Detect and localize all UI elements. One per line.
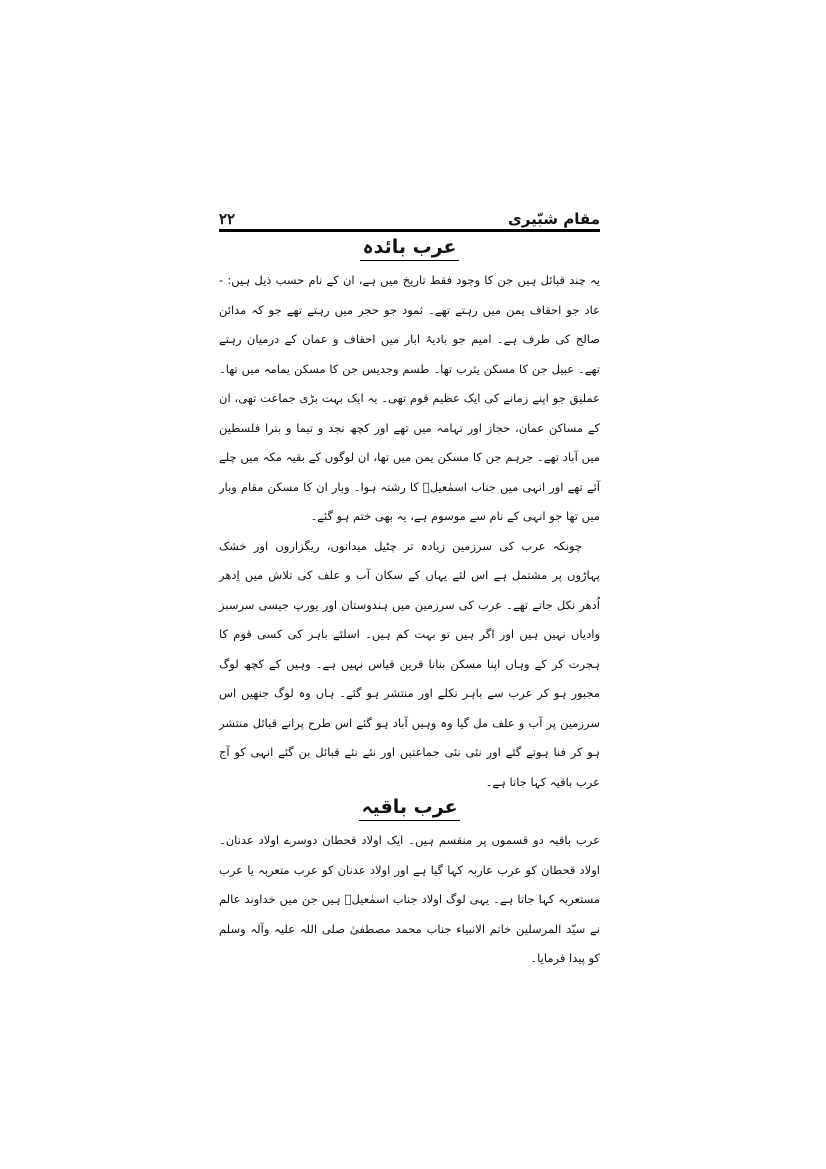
paragraph: چونکہ عرب کی سرزمین زیادہ تر چٹیل میدانوں، ریگزاروں اور خشک پہاڑوں پر مشتمل ہے اس لئے یہاں کے سکان آب و علف کی تلاش میں اِدھر اُدھر نکل جاتے تھے۔ عرب کی سرزمین میں ہندوستان اور یورپ جیسی سرسبز وادیاں نہیں ہیں اور اگر ہیں تو بہت کم ہیں۔ اسلئے باہر کی کسی قوم کا ہجرت کر کے وہاں اپنا مسکن بنانا قرین قیاس نہیں ہے۔ وہیں کے کچھ لوگ مجبور ہو کر عرب سے باہر نکلے اور منتشر ہو گئے۔ ہاں وہ لوگ جنھیں اس سرزمین پر آب و علف مل گیا وہ وہیں آباد ہو گئے اس طرح پرانے قبائل منتشر ہو کر فنا ہوتے گئے اور نئی نئی جماعتیں اور نئے نئے قبائل بن گئے انہی کو آج عرب باقیہ کہا جاتا ہے۔ <box>219 538 600 789</box>
section-heading-text: عرب باقیہ <box>359 796 459 821</box>
page-header <box>219 204 600 228</box>
section-heading-text: عرب بائدہ <box>360 236 458 261</box>
page-number: ۲۲ <box>219 210 236 228</box>
book-title: مقام شبّیری <box>507 210 600 228</box>
header-rule <box>219 229 600 232</box>
section-heading-arab-baida <box>219 236 600 261</box>
section-body-arab-baida <box>219 266 600 797</box>
section-heading-arab-baqiya <box>219 796 600 821</box>
paragraph: یہ چند قبائل ہیں جن کا وجود فقط تاریخ میں ہے، ان کے نام حسب ذیل ہیں: - عاد جو احقاف یمن میں رہتے تھے۔ ثمود جو حجر میں رہتے تھے جو کہ مدائن صالح کی طرف ہے۔ امیم جو بادیۂ ابار میں احقاف و عمان کے درمیان رہتے تھے۔ عبیل جن کا مسکن یثرب تھا۔ طسم وجدیس جن کا مسکن یمامہ میں تھا۔ عملیق جو اپنے زمانے کی ایک عظیم قوم تھی۔ یہ ایک بہت بڑی جماعت تھی، ان کے مساکن عمان، حجاز اور تہامہ میں تھے اور کچھ نجد و تیما و بترا فلسطین میں آباد تھے۔ جرہم جن کا مسکن یمن میں تھا، ان لوگوں کے بقیہ مکہ میں چلے آئے تھے اور انہی میں جناب اسمٰعیلؑ کا رشتہ ہوا۔ وبار ان کا مسکن مقام وبار میں تھا جو انہی کے نام سے موسوم ہے، یہ بھی ختم ہو گئے۔ <box>219 273 600 523</box>
paragraph: عرب باقیہ دو قسموں پر منقسم ہیں۔ ایک اولاد قحطان دوسرے اولاد عدنان۔ اولاد قحطان کو عرب عاربہ کہا گیا ہے اور اولاد عدنان کو عرب متعربہ یا عرب مستعربہ کہا جاتا ہے۔ یہی لوگ اولاد جناب اسمٰعیلؑ ہیں جن میں خداوند عالم نے سیّد المرسلین خاتم الانبیاء جناب محمد مصطفیٰ صلی اللہ علیہ وآلہ وسلم کو پیدا فرمایا۔ <box>219 833 600 965</box>
section-body-arab-baqiya <box>219 826 600 974</box>
